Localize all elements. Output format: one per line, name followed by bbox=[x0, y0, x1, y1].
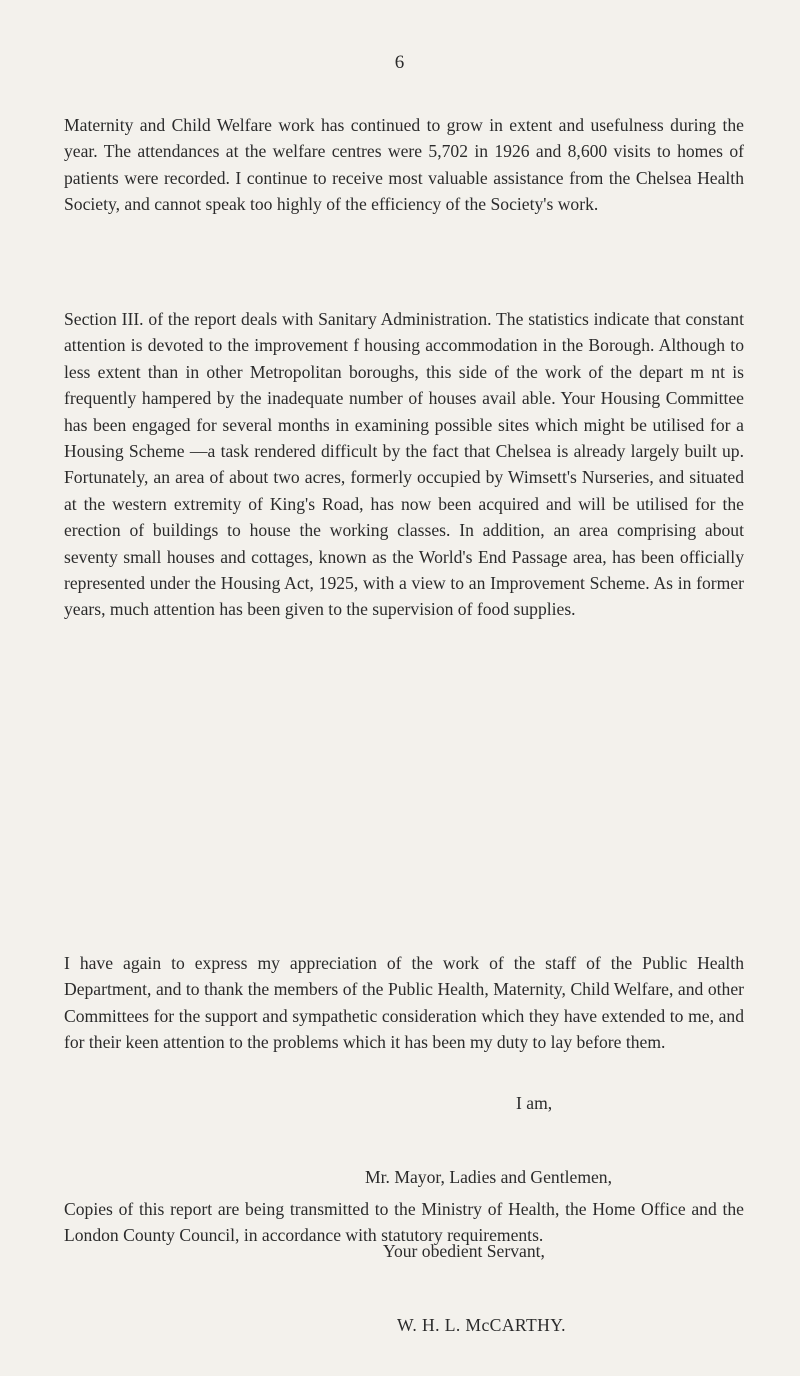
page-number: 6 bbox=[394, 52, 406, 73]
paragraph-maternity-child-welfare: Maternity and Child Welfare work has continued to grow in extent and usefulness during the year. The attendances at the welfare centres were 5,702 in 1926 and 8,600 visits to homes of patients were recorded. I continue to receive most valuable assistance from the Chelsea Health Society, and cannot speak too highly of the efficiency of the Society's work. bbox=[64, 115, 744, 215]
signature-name: W. H. L. McCARTHY. bbox=[397, 1315, 566, 1335]
paragraph-appreciation: I have again to express my appreciation of the work of the staff of the Public Health Department, and to thank the members of the Public Health, Maternity, Child Welfare, and other Committees for the support and sympathetic consideration which they have extended to me, and for their keen attention to the problems which it has been my duty to lay before them. bbox=[64, 953, 744, 1053]
closing-i-am: I am, bbox=[516, 1093, 553, 1113]
paragraph-copies-transmitted: Copies of this report are being transmitted to the Ministry of Health, the Home Office and the London County Council, in accordance with statutory requirements. bbox=[64, 1199, 744, 1246]
closing-salutation: Mr. Mayor, Ladies and Gentlemen, bbox=[365, 1167, 613, 1187]
paragraph-sanitary-administration: Section III. of the report deals with Sanitary Administration. The statistics indicate that constant attention is devoted to the improvement f housing accommodation in the Borough. Although to less extent than in other Metropolitan boroughs, this side of the work of the depart m nt is frequently hampered by the inadequate number of houses avail able. Your Housing Committee has been engaged for several months in examining possible sites which might be utilised for a Housing Scheme —a task rendered difficult by the fact that Chelsea is already largely built up. Fortunately, an area of about two acres, formerly occupied by Wimsett's Nurseries, and situated at the western extremity of King's Road, has now been acquired and will be utilised for the erection of buildings to house the working classes. In addition, an area comprising about seventy small houses and cottages, known as the World's End Passage area, has been officially represented under the Housing Act, 1925, with a view to an Improvement Scheme. As in former years, much attention has been given to the supervision of food supplies. bbox=[64, 309, 744, 620]
closing-obedient-servant: Your obedient Servant, bbox=[383, 1241, 545, 1261]
